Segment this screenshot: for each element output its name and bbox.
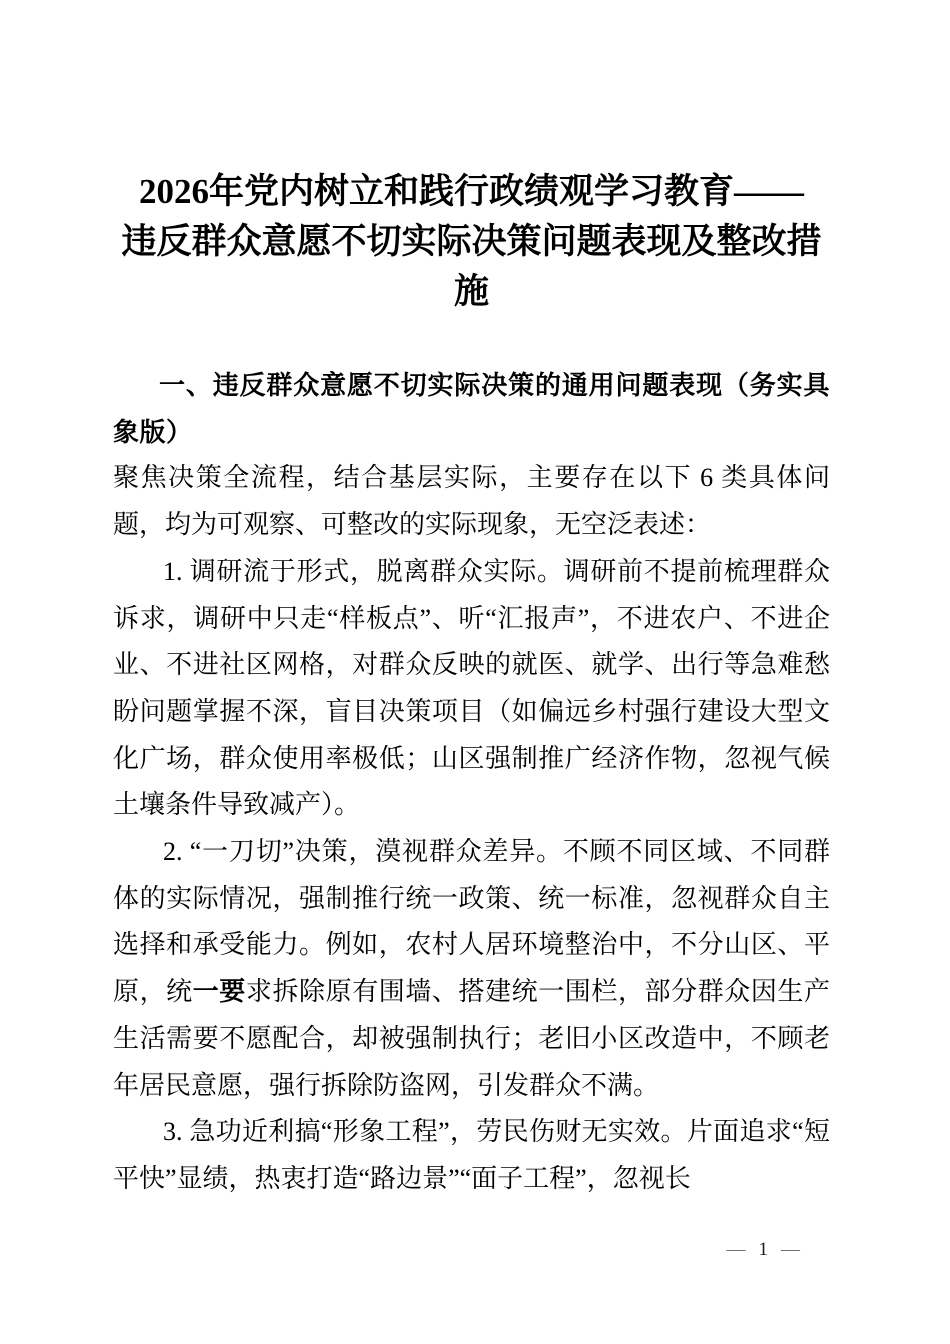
footer-dash-right: — xyxy=(781,1239,800,1260)
document-title-line-1: 2026年党内树立和践行政绩观学习教育—— xyxy=(138,172,804,211)
paragraph-item-2-bold-text: 一要 xyxy=(192,977,246,1007)
footer-dash-left: — xyxy=(726,1239,746,1260)
paragraph-item-2-text-continued: 求拆除原有围墙、搭建统一围栏，部分群众因生产生活需要不愿配合，却被强制执行；老旧小区改造中，不顾老年居民意愿，强行拆除防盗网，引发群众不满。 xyxy=(113,977,830,1100)
paragraph-item-1: 1. 调研流于形式，脱离群众实际。调研前不提前梳理群众诉求，调研中只走“样板点”、听“汇报声”，不进农户、不进企业、不进社区网格，对群众反映的就医、就学、出行等急难愁盼问题掌握不深，盲目决策项目（如偏远乡村强行建设大型文化广场，群众使用率极低；山区强制推广经济作物，忽视气候土壤条件导致减产）。 xyxy=(113,556,830,820)
document-title-line-3: 施 xyxy=(453,272,489,311)
paragraph-intro: 聚焦决策全流程，结合基层实际，主要存在以下 6 类具体问题，均为可观察、可整改的实际现象，无空泛表述： xyxy=(113,463,830,540)
section-heading: 一、违反群众意愿不切实际决策的通用问题表现（务实具象版） xyxy=(113,370,830,447)
page-number: 1 xyxy=(758,1239,768,1260)
document-title xyxy=(113,167,830,317)
paragraph-item-2 xyxy=(113,829,830,1109)
paragraph-item-3: 3. 急功近利搞“形象工程”，劳民伤财无实效。片面追求“短平快”显绩，热衷打造“路边景”“面子工程”，忽视长 xyxy=(113,1117,830,1193)
paragraph-item-2-text: 2. “一刀切”决策，漠视群众差异。不顾不同区域、不同群体的实际情况，强制推行统一政策、统一标准，忽视群众自主选择和承受能力。例如，农村人居环境整治中，不分山区、平原，统 xyxy=(113,837,830,1007)
document-title-line-2: 违反群众意愿不切实际决策问题表现及整改措 xyxy=(121,222,822,261)
document-body xyxy=(113,362,830,1203)
page-footer xyxy=(727,1240,801,1260)
